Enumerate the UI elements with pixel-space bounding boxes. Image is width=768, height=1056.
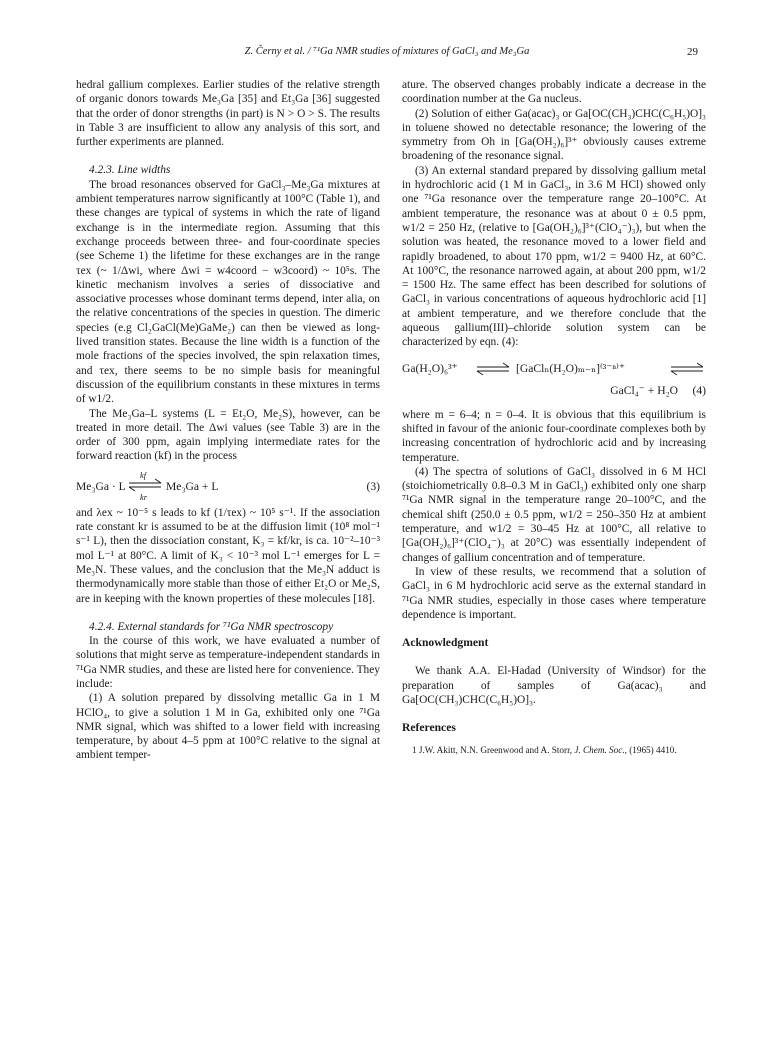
eq3-number: (3): [366, 479, 380, 493]
reference-item: [402, 744, 706, 756]
paragraph: (4) The spectra of solutions of GaCl₃ dissolved in 6 M HCl (stoichiometrically 0.8–0.3 M in GaCl₃) exhibited only one sharp ⁷¹Ga NMR signal in the temperature range 20–100°C, and the chemical shift (250.0 ± 0.5 ppm, w1/2 = 250–350 Hz at ambient temperature, and w1/2 = 30–45 Hz at 100°C, all relative to [Ga(OH₂)₆]³⁺(ClO₄⁻)₃ at 20°C) was essentially independent of changes of gallium concentration and of temperature.: [402, 465, 706, 564]
page-number: 29: [687, 46, 698, 58]
section-heading-4-2-4: 4.2.4. External standards for ⁷¹Ga NMR spectroscopy: [89, 620, 334, 633]
eq3-kf-label: kf: [140, 469, 147, 480]
paragraph: ature. The observed changes probably indicate a decrease in the coordination number at the Ga nucleus.: [402, 79, 706, 106]
acknowledgment-heading: Acknowledgment: [402, 636, 489, 650]
paragraph: (2) Solution of either Ga(acac)₃ or Ga[OC(CH₃)CHC(C₆H₅)O]₃ in toluene showed no detectable resonance; the lowering of the symmetry from Oh in [Ga(OH₂)₆]³⁺ obviously causes extreme broadening of the resonance signal.: [402, 107, 706, 163]
paragraph: (1) A solution prepared by dissolving metallic Ga in 1 M HClO₄, to give a solution 1 M in Ga, exhibited only one ⁷¹Ga NMR signal, which was shifted to a lower field with increasing temperature, by about 4–5 ppm at 100°C relative to the signal at ambient temper-: [76, 692, 380, 762]
section-heading-4-2-3: 4.2.3. Line widths: [89, 164, 171, 177]
running-title: Z. Černy et al. / ⁷¹Ga NMR studies of mixtures of GaCl₃ and Me₃Ga: [244, 46, 530, 57]
paragraph: hedral gallium complexes. Earlier studies of the relative strength of organic donors towards Me₃Ga [35] and Et₃Ga [36] suggested that the order of donor strengths (in part) is N > O > S. The results in Table 3 are insufficient to allow any analysis of this sort, and further experiments are planned.: [76, 79, 380, 149]
references-heading: References: [402, 721, 456, 735]
eq3-kr-label: kr: [140, 491, 148, 502]
eq3-lhs: Me₃Ga · L: [76, 479, 126, 493]
reference-journal: J. Chem. Soc.: [574, 744, 625, 755]
equation-3: [76, 470, 380, 500]
eq4-term-b: [GaClₙ(H₂O)ₘ₋ₙ]⁽³⁻ⁿ⁾⁺: [516, 361, 626, 375]
paragraph: In view of these results, we recommend that a solution of GaCl₃ in 6 M hydrochloric acid serve as the external standard in ⁷¹Ga NMR studies, especially in those cases where temperature dependence is important.: [402, 565, 706, 621]
paragraph: and λex ~ 10⁻⁵ s leads to kf (1/τex) ~ 10⁵ s⁻¹. If the association rate constant kr is assumed to be at the diffusion limit (10⁸ mol⁻¹ s⁻¹ L), then the dissociation constant, K₃ = kf/kr, is ca. 10⁻²–10⁻³ mol L⁻¹ at 80°C. A limit of K₃ < 10⁻³ mol L⁻¹ emerges for L = Me₃N. These values, and the conclusion that the Me₃N adduct is thermodynamically more stable than those of either Et₂O or Me₂S, are in keeping with the known properties of these molecules [18].: [76, 506, 380, 605]
eq4-term-a: Ga(H₂O)₆³⁺: [402, 361, 458, 375]
paragraph: The Me₃Ga–L systems (L = Et₂O, Me₂S), however, can be treated in more detail. The Δwi values (see Table 3) are in the order of 300 ppm, again implying intermediate rates for the forward reaction (kf) in the process: [76, 407, 380, 463]
eq4-number: (4): [692, 383, 706, 397]
eq3-rhs: Me₃Ga + L: [166, 479, 219, 493]
eq4-term-c: GaCl₄⁻ + H₂O: [610, 383, 678, 397]
equilibrium-arrows-icon: [670, 356, 704, 382]
paragraph: In the course of this work, we have evaluated a number of solutions that might serve as temperature-independent standards in ⁷¹Ga NMR studies, and these are listed here for convenience. They include:: [76, 635, 380, 690]
acknowledgment-text: We thank A.A. El-Hadad (University of Windsor) for the preparation of samples of Ga(acac)₃ and Ga[OC(CH₃)CHC(C₆H₅)O]₃.: [402, 665, 706, 706]
left-column: [76, 78, 380, 763]
running-header: [76, 46, 698, 62]
equilibrium-arrows-icon: [476, 356, 510, 382]
paragraph: where m = 6–4; n = 0–4. It is obvious that this equilibrium is shifted in favour of the anionic four-coordinate complexes both by increasing concentration of hydrochloric acid and by increasing temperature.: [402, 408, 706, 464]
paragraph: The broad resonances observed for GaCl₃–Me₃Ga mixtures at ambient temperatures narrow significantly at 100°C (Table 1), and these changes are typical of systems in which the rate of ligand exchange is in the intermediate region. Assuming that this exchange proceeds between three- and four-coordinate species (see Scheme 1) the lifetime for these exchanges are in the range τex (~ 1/Δwi, where Δwi = w4coord − w3coord) ~ 10⁵s. The kinetic mechanism involves a series of dissociative and associative processes whose dominant terms depend, inter alia, on the relative concentrations of the species in question. The dimeric species (e.g Cl₂GaCl(Me)GaMe₂) can then be viewed as long-lived transition states. Because the line width is a function of the mole fractions of the species involved, the spin relaxation times, and τex, there seems to be no simple basis for meaningful discussion of the equilibrium constants in these mixtures in terms of w1/2.: [76, 178, 380, 406]
reference-authors: 1 J.W. Akitt, N.N. Greenwood and A. Storr,: [412, 744, 575, 755]
equation-4: [402, 356, 706, 402]
right-column: [402, 78, 706, 756]
reference-details: , (1965) 4410.: [624, 744, 677, 755]
paragraph: (3) An external standard prepared by dissolving gallium metal in hydrochloric acid (1 M in GaCl₃, in 3.6 M HCl) showed only one ⁷¹Ga resonance over the temperature range 20–100°C. At ambient temperature, the resonance was at about 0 ± 0.5 ppm, w1/2 = 250 Hz, (relative to [Ga(OH₂)₆]³⁺(ClO₄⁻)₃), but when the solution was heated, the resonance moved to a lower field and rapidly broadened, to about 170 ppm, w1/2 = 9400 Hz, at 60°C. At 100°C, the resonance narrowed again, at about 200 ppm, w1/2 = 1500 Hz. The same effect has been described for solutions of GaCl₃ in various concentrations of aqueous hydrochloric acid [1] at ambient temperature, and we therefore conclude that the aqueous gallium(III)–chloride solution system can be characterized by eqn. (4):: [402, 164, 706, 349]
